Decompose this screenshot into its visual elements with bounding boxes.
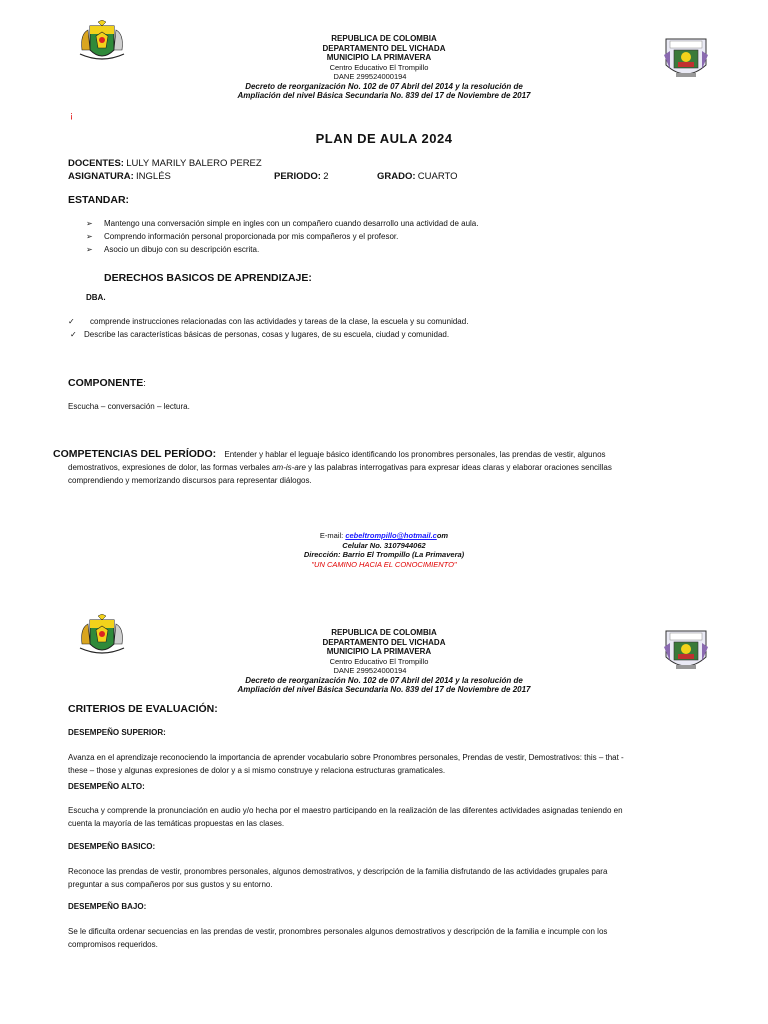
header-line-republica: REPUBLICA DE COLOMBIA bbox=[331, 628, 437, 637]
superior-label: DESEMPEÑO SUPERIOR: bbox=[68, 728, 166, 737]
alto-text bbox=[68, 804, 748, 830]
arrow-bullet-icon: ➢ bbox=[86, 232, 93, 241]
estandar-item-1: Mantengo una conversación simple en ingles con un compañero cuando desarrollo una actividad de aula. bbox=[104, 219, 479, 228]
superior-line-1: Avanza en el aprendizaje reconociendo la importancia de aprender vocabulario sobre Pronombres personales, Prendas de vestir, Demostrativos: this – that - bbox=[68, 753, 624, 762]
competencias-heading: COMPETENCIAS DEL PERÍODO: bbox=[53, 448, 217, 460]
list-item bbox=[86, 217, 726, 230]
email-tail: om bbox=[436, 531, 449, 540]
page-title: PLAN DE AULA 2024 bbox=[315, 131, 453, 146]
institution-header bbox=[0, 34, 768, 101]
competencias-line-1: Entender y hablar el leguaje básico identificando los pronombres personales, las prendas de vestir, algunos bbox=[224, 450, 606, 459]
header-line-ampliacion: Ampliación del nivel Básica Secundaria No. 839 del 17 de Noviembre de 2017 bbox=[237, 685, 531, 694]
competencias-line-3: comprendiendo y memorizando discursos para representar diálogos. bbox=[68, 476, 312, 485]
competencias-block bbox=[53, 448, 733, 487]
slogan-text: "UN CAMINO HACIA EL CONOCIMIENTO" bbox=[311, 559, 457, 569]
basico-line-2: preguntar a sus compañeros por sus gustos y su entorno. bbox=[68, 880, 273, 889]
periodo-row bbox=[274, 171, 329, 182]
dba-item-2: Describe las características básicas de personas, cosas y lugares, de su escuela, ciudad y comunidad. bbox=[84, 330, 450, 339]
docentes-label: DOCENTES: bbox=[68, 158, 124, 169]
header-line-ampliacion: Ampliación del nivel Básica Secundaria No. 839 del 17 de Noviembre de 2017 bbox=[237, 91, 531, 100]
asignatura-label: ASIGNATURA: bbox=[68, 171, 134, 182]
header-line-republica: REPUBLICA DE COLOMBIA bbox=[331, 34, 437, 43]
estandar-item-3: Asocio un dibujo con su descripción escrita. bbox=[104, 245, 260, 254]
basico-label: DESEMPEÑO BASICO: bbox=[68, 842, 156, 851]
docentes-row bbox=[68, 158, 262, 169]
list-item bbox=[86, 243, 726, 256]
header-line-departamento: DEPARTAMENTO DEL VICHADA bbox=[322, 43, 446, 53]
criterios-heading: CRITERIOS DE EVALUACIÓN: bbox=[68, 703, 218, 715]
bajo-text bbox=[68, 925, 748, 951]
direccion-value: Barrio El Trompillo (La Primavera) bbox=[340, 550, 465, 559]
arrow-bullet-icon: ➢ bbox=[86, 219, 93, 228]
estandar-item-2: Comprendo información personal proporcionada por mis compañeros y el profesor. bbox=[104, 232, 399, 241]
competencias-line-2a: demostrativos, expresiones de dolor, las formas verbales bbox=[68, 463, 273, 472]
header-line-centro: Centro Educativo El Trompillo bbox=[329, 656, 429, 666]
componente-colon: : bbox=[143, 378, 146, 389]
list-item bbox=[70, 328, 728, 341]
bajo-label: DESEMPEÑO BAJO: bbox=[68, 902, 147, 911]
stray-marker: ¡ bbox=[70, 110, 73, 120]
email-label: E-mail: bbox=[319, 531, 346, 540]
docentes-value: LULY MARILY BALERO PEREZ bbox=[126, 158, 262, 169]
header-line-dane: DANE 299524000194 bbox=[333, 666, 407, 675]
header-line-decreto: Decreto de reorganización No. 102 de 07 Abril del 2014 y la resolución de bbox=[245, 81, 523, 91]
basico-line-1: Reconoce las prendas de vestir, pronombres personales, algunos demostrativos, y descripción de la familia disfrutando de las actividades grupales para bbox=[68, 867, 608, 876]
periodo-label: PERIODO: bbox=[274, 171, 321, 182]
componente-heading: COMPONENTE bbox=[68, 377, 144, 389]
header-line-centro: Centro Educativo El Trompillo bbox=[329, 62, 429, 72]
bajo-line-2: compromisos requeridos. bbox=[68, 940, 158, 949]
componente-text: Escucha – conversación – lectura. bbox=[68, 402, 190, 411]
celular-text: Celular No. 3107944062 bbox=[342, 540, 426, 550]
header-line-decreto: Decreto de reorganización No. 102 de 07 Abril del 2014 y la resolución de bbox=[245, 675, 523, 685]
check-bullet-icon: ✓ bbox=[70, 330, 77, 339]
competencias-line-2b: y las palabras interrogativas para expresar ideas claras y elaborar oraciones sencillas bbox=[305, 463, 612, 472]
estandar-heading: ESTANDAR: bbox=[68, 194, 130, 206]
header-line-municipio: MUNICIPIO LA PRIMAVERA bbox=[326, 647, 432, 656]
asignatura-value: INGLÉS bbox=[136, 171, 171, 182]
grado-label: GRADO: bbox=[377, 171, 416, 182]
competencias-verbs: am-is-are bbox=[272, 463, 306, 472]
superior-text bbox=[68, 751, 748, 777]
dba-heading: DERECHOS BASICOS DE APRENDIZAJE: bbox=[104, 272, 312, 284]
alto-label: DESEMPEÑO ALTO: bbox=[68, 782, 145, 791]
email-link[interactable]: cebeltrompillo@hotmail.c bbox=[345, 531, 437, 540]
list-item bbox=[86, 230, 726, 243]
dba-list bbox=[68, 315, 728, 341]
periodo-value: 2 bbox=[323, 171, 329, 182]
header-line-municipio: MUNICIPIO LA PRIMAVERA bbox=[326, 53, 432, 62]
alto-line-2: cuenta la mayoría de las temáticas propuestas en las clases. bbox=[68, 819, 285, 828]
grado-value: CUARTO bbox=[417, 171, 458, 182]
dba-item-1: comprende instrucciones relacionadas con las actividades y tareas de la clase, la escuela y su comunidad. bbox=[90, 317, 469, 326]
basico-text bbox=[68, 865, 748, 891]
header-line-departamento: DEPARTAMENTO DEL VICHADA bbox=[322, 637, 446, 647]
arrow-bullet-icon: ➢ bbox=[86, 245, 93, 254]
alto-line-1: Escucha y comprende la pronunciación en audio y/o hecha por el maestro participando en la realización de las diferentes actividades asignadas teniendo en bbox=[68, 806, 623, 815]
institution-header bbox=[0, 628, 768, 695]
contact-footer bbox=[0, 531, 768, 569]
bajo-line-1: Se le dificulta ordenar secuencias en las prendas de vestir, pronombres personales algunos demostrativos y descripción de la familia e incumple con los bbox=[68, 927, 608, 936]
asignatura-row bbox=[68, 171, 171, 182]
componente-heading-row bbox=[68, 377, 146, 389]
direccion-label: Dirección: bbox=[303, 550, 341, 559]
superior-line-2: these – those y algunas expresiones de dolor y a si mismo construye y relaciona estructuras gramaticales. bbox=[68, 766, 446, 775]
dba-sub: DBA. bbox=[86, 293, 106, 302]
grado-row bbox=[377, 171, 458, 182]
header-line-dane: DANE 299524000194 bbox=[333, 72, 407, 81]
check-bullet-icon: ✓ bbox=[68, 317, 75, 326]
list-item bbox=[68, 315, 728, 328]
estandar-list bbox=[86, 217, 726, 256]
